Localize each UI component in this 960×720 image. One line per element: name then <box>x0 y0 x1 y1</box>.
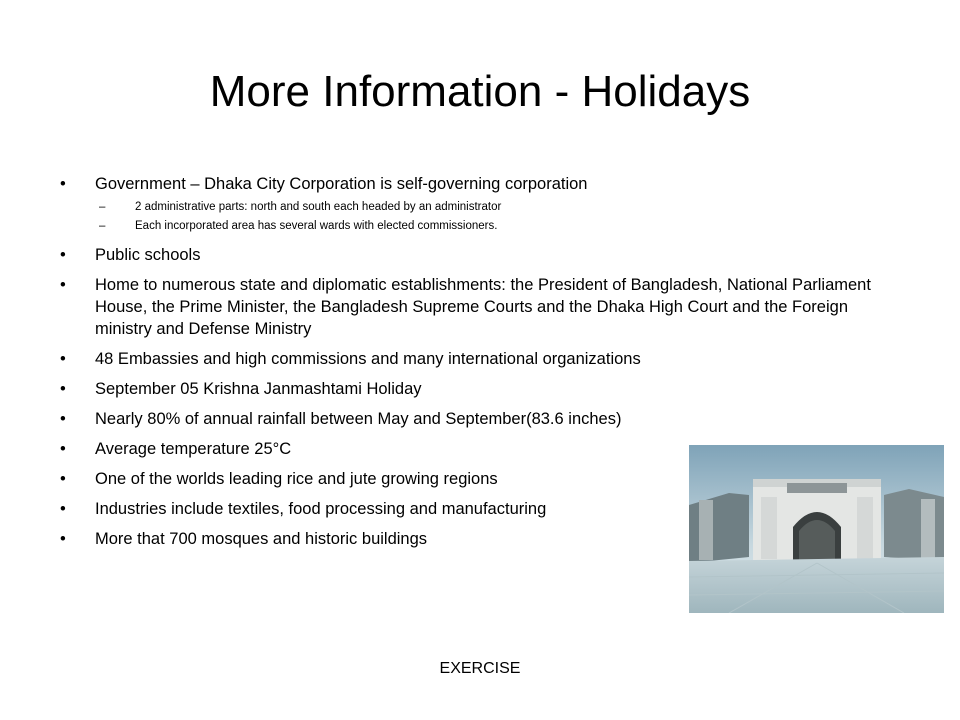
slide-title: More Information - Holidays <box>209 67 751 116</box>
bullet-item <box>60 173 890 236</box>
bullet-item <box>60 244 890 266</box>
bullet-marker: • <box>60 276 66 294</box>
bullet-item <box>60 274 890 340</box>
bullet-marker: • <box>60 175 66 193</box>
bullet-marker: • <box>60 530 66 548</box>
bullet-text: Industries include textiles, food processing and manufacturing <box>95 500 547 518</box>
bullet-marker: • <box>60 410 66 428</box>
sub-bullet-marker: – <box>99 201 106 213</box>
bullet-marker: • <box>60 470 66 488</box>
bullet-item <box>60 348 890 370</box>
bullet-text: Nearly 80% of annual rainfall between May and September(83.6 inches) <box>95 410 622 428</box>
footer-label: EXERCISE <box>439 660 521 677</box>
bullet-text: September 05 Krishna Janmashtami Holiday <box>95 380 422 398</box>
bullet-text: One of the worlds leading rice and jute growing regions <box>95 470 498 488</box>
parliament-building-photo <box>689 445 944 613</box>
bullet-marker: • <box>60 246 66 264</box>
bullet-text: Government – Dhaka City Corporation is self-governing corporation <box>95 175 588 193</box>
sub-bullet-item <box>95 198 890 217</box>
bullet-text: 48 Embassies and high commissions and many international organizations <box>95 350 641 368</box>
sub-bullet-list <box>95 198 890 236</box>
sub-bullet-marker: – <box>99 220 106 232</box>
bullet-text: More that 700 mosques and historic buildings <box>95 530 428 548</box>
bullet-marker: • <box>60 380 66 398</box>
bullet-text: Public schools <box>95 246 201 264</box>
bullet-item <box>60 408 890 430</box>
bullet-text: Average temperature 25°C <box>95 440 292 458</box>
bullet-marker: • <box>60 500 66 518</box>
bullet-item <box>60 378 890 400</box>
bullet-marker: • <box>60 350 66 368</box>
sub-bullet-item <box>95 217 890 236</box>
sub-bullet-text: Each incorporated area has several wards with elected commissioners. <box>135 220 498 232</box>
bullet-marker: • <box>60 440 66 458</box>
sub-bullet-text: 2 administrative parts: north and south each headed by an administrator <box>135 201 502 213</box>
bullet-text: Home to numerous state and diplomatic establishments: the President of Bangladesh, National Parliament House, the Prime Minister, the Bangladesh Supreme Courts and the Dhaka High Court and the Foreign ministry and Defense Ministry <box>95 276 871 338</box>
